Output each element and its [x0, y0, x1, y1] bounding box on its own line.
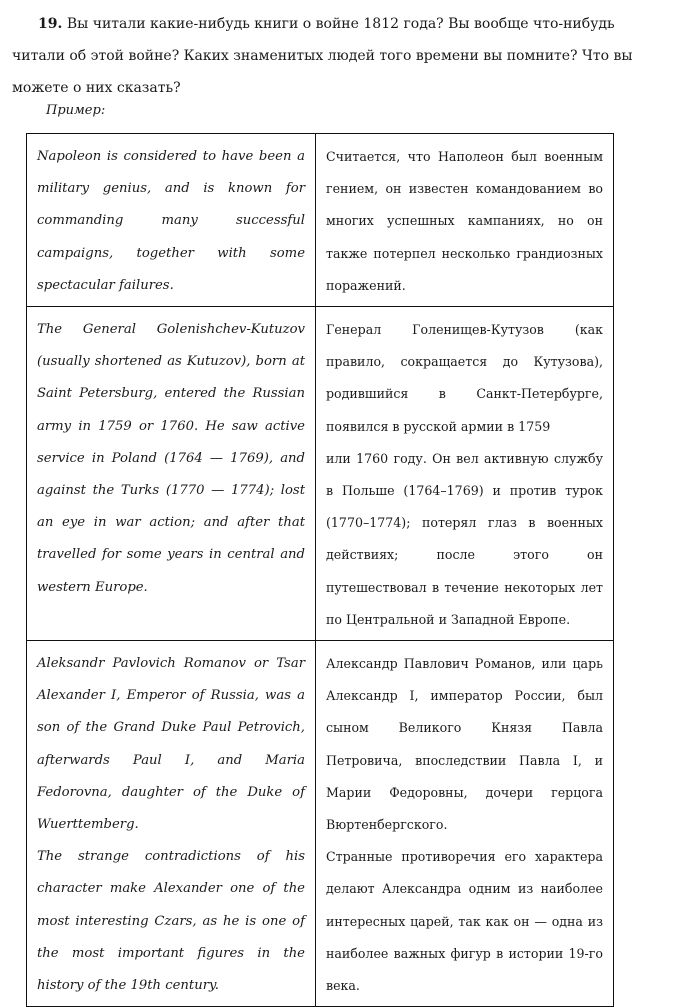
paragraph: Считается, что Наполеон был военным гением, он известен командованием во многих успешных кампаниях, но он также потерпел несколько грандиозных поражений. [326, 149, 603, 293]
table-row [27, 307, 614, 641]
paragraph: Aleksandr Pavlovich Romanov or Tsar Alexander I, Emperor of Russia, was a son of the Grand Duke Paul Petrovich, afterwards Paul I, and Maria Fedorovna, daughter of the Duke of Wuerttemberg. [37, 656, 305, 833]
russian-cell [316, 307, 614, 641]
english-cell [27, 641, 316, 1007]
paragraph: The strange contradictions of his character make Alexander one of the most interesting Czars, as he is one of the most important figures in the history of the 19th century. [37, 849, 305, 994]
english-cell [27, 134, 316, 307]
paragraph: или 1760 году. Он вел активную службу в Польше (1764–1769) и против турок (1770–1774); потерял глаз в военных действиях; после этого он путешествовал в течение некоторых лет по Центральной и Западной Европе. [326, 450, 603, 627]
paragraph: The General Golenishchev-Kutuzov (usually shortened as Kutuzov), born at Saint Petersburg, entered the Russian army in 1759 or 1760. He saw active service in Poland (1764 — 1769), and against the Turks (1770 — 1774); lost an eye in war action; and after that travelled for some years in central and western Europe. [37, 322, 305, 595]
paragraph: Генерал Голенищев-Кутузов (как правило, сокращается до Кутузова), родившийся в Санкт-Петербурге, появился в русской армии в 1759 [326, 322, 603, 434]
paragraph: Странные противоречия его характера делают Александра одним из наиболее интересных царей, так как он — одна из наиболее важных фигур в истории 19-го века. [326, 849, 603, 994]
russian-cell [316, 641, 614, 1007]
paragraph: Александр Павлович Романов, или царь Александр I, император России, был сыном Великого Князя Павла Петровича, впоследствии Павла I, и Марии Федоровны, дочери герцога Вюртенбергского. [326, 656, 603, 833]
example-label: Пример: [46, 103, 106, 118]
table-row [27, 641, 614, 1007]
english-cell [27, 307, 316, 641]
russian-cell [316, 134, 614, 307]
translation-table [26, 133, 614, 1007]
table-row [27, 134, 614, 307]
question-text [12, 8, 672, 104]
question-body: Вы читали какие-нибудь книги о войне 1812 года? Вы вообще что-нибудь читали об этой войне? Каких знаменитых людей того времени вы помните? Что вы можете о них сказать? [12, 16, 633, 96]
question-number: 19. [38, 16, 63, 32]
paragraph: Napoleon is considered to have been a military genius, and is known for commanding many successful campaigns, together with some spectacular failures. [37, 149, 305, 293]
